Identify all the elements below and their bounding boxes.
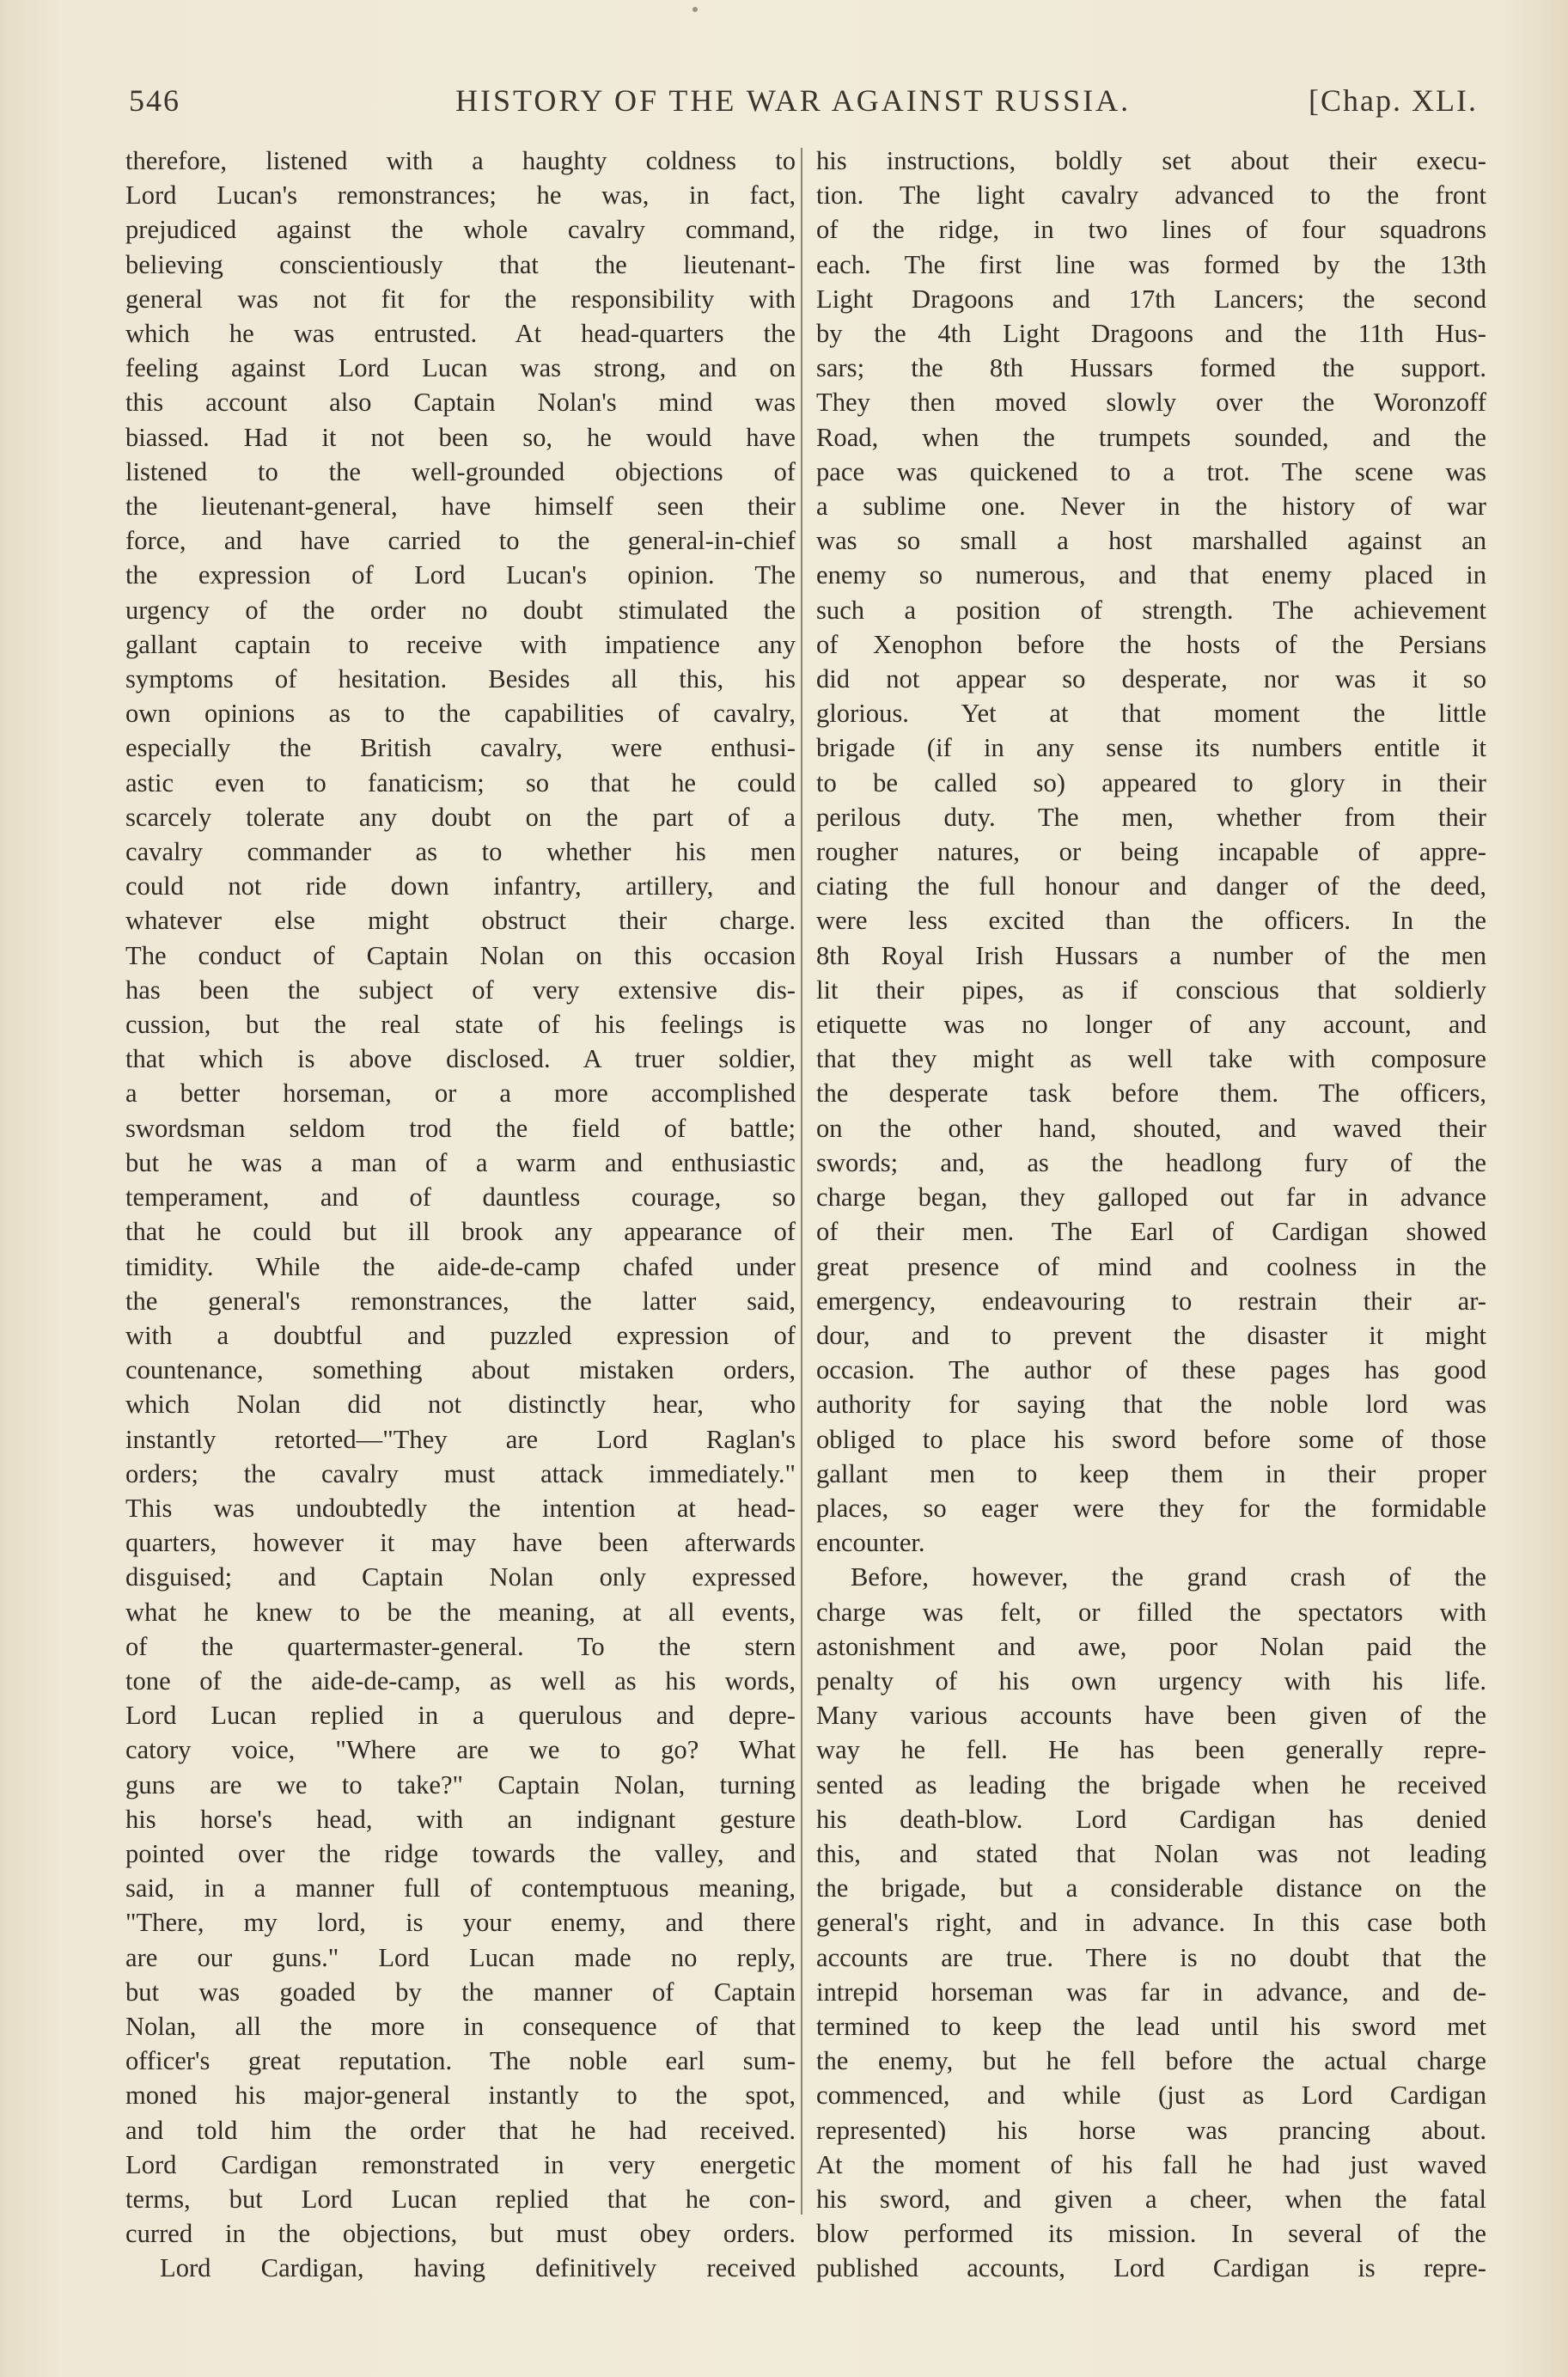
text-line: Many various accounts have been given of the <box>816 1701 1486 1731</box>
text-line: "There, my lord, is your enemy, and there <box>125 1908 796 1938</box>
text-line: dour, and to prevent the disaster it might <box>816 1320 1486 1350</box>
text-line: Before, however, the grand crash of the <box>851 1562 1486 1592</box>
chapter-label: [Chap. XLI. <box>1309 83 1478 118</box>
text-line: etiquette was no longer of any account, and <box>816 1010 1486 1040</box>
text-line: Road, when the trumpets sounded, and the <box>816 422 1486 452</box>
text-line: own opinions as to the capabilities of cavalry, <box>125 699 796 729</box>
text-line: rougher natures, or being incapable of appre- <box>816 837 1486 867</box>
text-line: represented) his horse was prancing about. <box>816 2115 1486 2145</box>
text-line: a sublime one. Never in the history of war <box>816 492 1486 522</box>
text-line: whatever else might obstruct their charge. <box>125 906 796 936</box>
text-line: authority for saying that the noble lord was <box>816 1390 1486 1420</box>
text-line: the enemy, but he fell before the actual charge <box>816 2046 1486 2076</box>
text-line: that he could but ill brook any appearance of <box>125 1217 796 1247</box>
text-line: this account also Captain Nolan's mind was <box>125 388 796 418</box>
text-line: symptoms of hesitation. Besides all this, his <box>125 664 796 694</box>
text-line: were less excited than the officers. In the <box>816 906 1486 936</box>
text-line: termined to keep the lead until his sword met <box>816 2011 1486 2041</box>
text-line: astic even to fanaticism; so that he could <box>125 767 796 797</box>
text-line: Light Dragoons and 17th Lancers; the second <box>816 284 1486 314</box>
text-line: They then moved slowly over the Woronzoff <box>816 388 1486 418</box>
text-line: places, so eager were they for the formidable <box>816 1493 1486 1523</box>
right-text-column <box>816 144 1486 2286</box>
text-line: The conduct of Captain Nolan on this occasion <box>125 940 796 970</box>
text-line: great presence of mind and coolness in the <box>816 1251 1486 1281</box>
text-line: tone of the aide-de-camp, as well as his words, <box>125 1665 796 1696</box>
text-line: this, and stated that Nolan was not leading <box>816 1838 1486 1868</box>
text-line: temperament, and of dauntless courage, so <box>125 1182 796 1213</box>
text-line: which he was entrusted. At head-quarters the <box>125 319 796 349</box>
text-line: feeling against Lord Lucan was strong, and on <box>125 353 796 383</box>
text-line: lit their pipes, as if conscious that soldierly <box>816 975 1486 1005</box>
page-number: 546 <box>129 83 180 118</box>
text-line: sars; the 8th Hussars formed the support. <box>816 353 1486 383</box>
text-line: such a position of strength. The achievement <box>816 595 1486 625</box>
text-line: Lord Lucan replied in a querulous and depre- <box>125 1701 796 1731</box>
text-line: way he fell. He has been generally repre- <box>816 1735 1486 1765</box>
text-line: glorious. Yet at that moment the little <box>816 699 1486 729</box>
text-line: intrepid horseman was far in advance, and de- <box>816 1977 1486 2007</box>
text-line: Lord Cardigan, having definitively received <box>160 2253 796 2283</box>
text-line: moned his major-general instantly to the spot, <box>125 2081 796 2111</box>
text-line: astonishment and awe, poor Nolan paid the <box>816 1631 1486 1661</box>
text-line: of the ridge, in two lines of four squadrons <box>816 215 1486 245</box>
text-line: Nolan, all the more in consequence of that <box>125 2011 796 2041</box>
text-line: tion. The light cavalry advanced to the front <box>816 180 1486 211</box>
text-line: cussion, but the real state of his feelings is <box>125 1010 796 1040</box>
text-line: commenced, and while (just as Lord Cardigan <box>816 2081 1486 2111</box>
left-text-column <box>125 144 796 2286</box>
text-line: his instructions, boldly set about their execu- <box>816 146 1486 175</box>
text-line: listened to the well-grounded objections of <box>125 456 796 486</box>
text-line: of their men. The Earl of Cardigan showed <box>816 1217 1486 1247</box>
text-line: that which is above disclosed. A truer soldier, <box>125 1044 796 1074</box>
text-line: guns are we to take?" Captain Nolan, turning <box>125 1769 796 1800</box>
text-line: emergency, endeavouring to restrain their ar- <box>816 1286 1486 1316</box>
text-line: with a doubtful and puzzled expression of <box>125 1320 796 1350</box>
text-line: occasion. The author of these pages has good <box>816 1355 1486 1385</box>
text-line: the desperate task before them. The officers, <box>816 1079 1486 1109</box>
text-line: the lieutenant-general, have himself seen their <box>125 492 796 522</box>
text-line: on the other hand, shouted, and waved their <box>816 1113 1486 1143</box>
text-line: general was not fit for the responsibility with <box>125 284 796 314</box>
text-line: ciating the full honour and danger of the deed, <box>816 871 1486 901</box>
text-line: terms, but Lord Lucan replied that he con- <box>125 2184 796 2214</box>
text-line: but he was a man of a warm and enthusiastic <box>125 1147 796 1177</box>
text-line: officer's great reputation. The noble earl sum- <box>125 2046 796 2076</box>
text-line: catory voice, "Where are we to go? What <box>125 1735 796 1765</box>
text-line: biassed. Had it not been so, he would have <box>125 422 796 452</box>
text-line: swordsman seldom trod the field of battle; <box>125 1113 796 1143</box>
text-line: perilous duty. The men, whether from their <box>816 802 1486 832</box>
text-line: This was undoubtedly the intention at head- <box>125 1493 796 1523</box>
text-line: a better horseman, or a more accomplished <box>125 1079 796 1109</box>
text-line: At the moment of his fall he had just waved <box>816 2149 1486 2179</box>
text-line: accounts are true. There is no doubt that the <box>816 1942 1486 1972</box>
text-line: gallant captain to receive with impatience any <box>125 629 796 659</box>
text-line: his sword, and given a cheer, when the fatal <box>816 2184 1486 2214</box>
text-line: published accounts, Lord Cardigan is repre- <box>816 2253 1486 2283</box>
text-line: the general's remonstrances, the latter said, <box>125 1286 796 1316</box>
text-line: general's right, and in advance. In this case both <box>816 1908 1486 1938</box>
text-line: enemy so numerous, and that enemy placed in <box>816 560 1486 590</box>
text-line: charge began, they galloped out far in advance <box>816 1182 1486 1213</box>
text-line: Lord Cardigan remonstrated in very energetic <box>125 2149 796 2179</box>
text-line: charge was felt, or filled the spectators with <box>816 1597 1486 1627</box>
running-header <box>129 82 1478 134</box>
text-line: did not appear so desperate, nor was it so <box>816 664 1486 694</box>
text-line: therefore, listened with a haughty coldness to <box>125 146 796 175</box>
text-line: especially the British cavalry, were enthusi- <box>125 733 796 763</box>
text-line: that they might as well take with composure <box>816 1044 1486 1074</box>
text-line: urgency of the order no doubt stimulated the <box>125 595 796 625</box>
text-line: his death-blow. Lord Cardigan has denied <box>816 1804 1486 1834</box>
text-line: timidity. While the aide-de-camp chafed under <box>125 1251 796 1281</box>
text-line: prejudiced against the whole cavalry command, <box>125 215 796 245</box>
text-line: orders; the cavalry must attack immediately." <box>125 1458 796 1488</box>
text-line: encounter. <box>816 1528 925 1558</box>
running-title: HISTORY OF THE WAR AGAINST RUSSIA. <box>455 83 1132 118</box>
text-line: 8th Royal Irish Hussars a number of the men <box>816 940 1486 970</box>
column-divider <box>801 148 802 2215</box>
text-line: scarcely tolerate any doubt on the part of a <box>125 802 796 832</box>
text-line: are our guns." Lord Lucan made no reply, <box>125 1942 796 1972</box>
text-line: said, in a manner full of contemptuous meaning, <box>125 1873 796 1903</box>
text-line: the expression of Lord Lucan's opinion. The <box>125 560 796 590</box>
text-line: of the quartermaster-general. To the stern <box>125 1631 796 1661</box>
text-line: his horse's head, with an indignant gesture <box>125 1804 796 1834</box>
text-line: quarters, however it may have been afterwards <box>125 1528 796 1558</box>
text-line: pointed over the ridge towards the valley, and <box>125 1838 796 1868</box>
text-line: obliged to place his sword before some of those <box>816 1424 1486 1454</box>
text-line: which Nolan did not distinctly hear, who <box>125 1390 796 1420</box>
text-line: sented as leading the brigade when he received <box>816 1769 1486 1800</box>
text-line: cavalry commander as to whether his men <box>125 837 796 867</box>
text-line: each. The first line was formed by the 13th <box>816 249 1486 279</box>
text-line: by the 4th Light Dragoons and the 11th Hus- <box>816 319 1486 349</box>
text-line: was so small a host marshalled against an <box>816 526 1486 556</box>
text-line: Lord Lucan's remonstrances; he was, in fact, <box>125 180 796 211</box>
text-line: and told him the order that he had received. <box>125 2115 796 2145</box>
text-line: blow performed its mission. In several of the <box>816 2219 1486 2249</box>
text-line: the brigade, but a considerable distance on the <box>816 1873 1486 1903</box>
text-line: instantly retorted—"They are Lord Raglan's <box>125 1424 796 1454</box>
text-line: to be called so) appeared to glory in their <box>816 767 1486 797</box>
text-line: force, and have carried to the general-in-chief <box>125 526 796 556</box>
text-line: but was goaded by the manner of Captain <box>125 1977 796 2007</box>
text-line: pace was quickened to a trot. The scene was <box>816 456 1486 486</box>
text-line: believing conscientiously that the lieutenant- <box>125 249 796 279</box>
text-line: of Xenophon before the hosts of the Persians <box>816 629 1486 659</box>
text-line: countenance, something about mistaken orders, <box>125 1355 796 1385</box>
text-line: penalty of his own urgency with his life. <box>816 1665 1486 1696</box>
text-line: brigade (if in any sense its numbers entitle it <box>816 733 1486 763</box>
text-line: has been the subject of very extensive dis- <box>125 975 796 1005</box>
text-line: swords; and, as the headlong fury of the <box>816 1147 1486 1177</box>
text-line: gallant men to keep them in their proper <box>816 1458 1486 1488</box>
ink-spot <box>692 7 698 12</box>
text-line: curred in the objections, but must obey orders. <box>125 2219 796 2249</box>
text-line: disguised; and Captain Nolan only expressed <box>125 1562 796 1592</box>
text-line: what he knew to be the meaning, at all events, <box>125 1597 796 1627</box>
text-line: could not ride down infantry, artillery, and <box>125 871 796 901</box>
